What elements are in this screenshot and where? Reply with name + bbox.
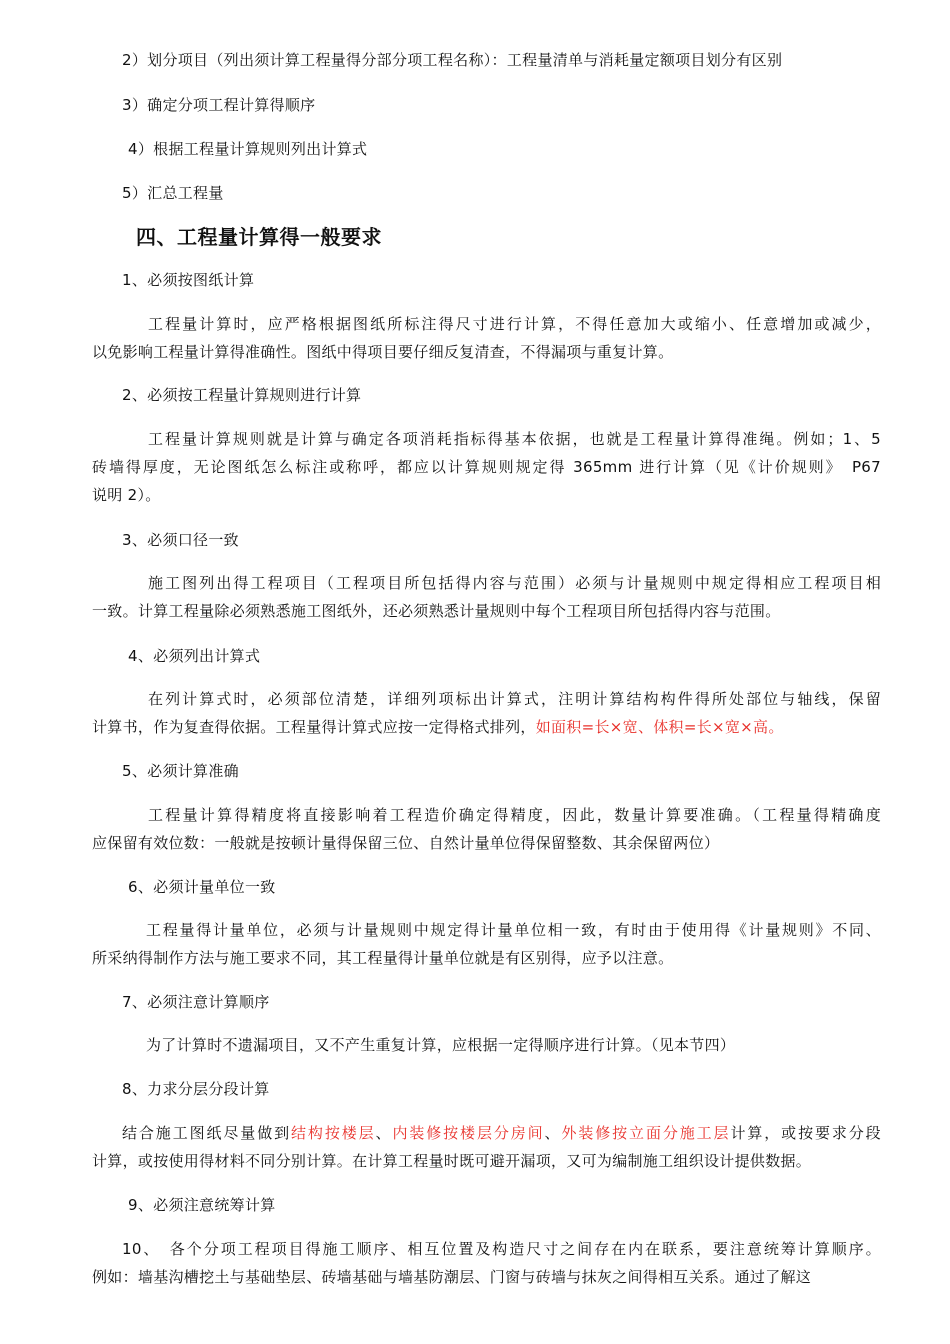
requirement-title-6: 6、必须计量单位一致 [128, 878, 276, 896]
paragraph-line: 所采纳得制作方法与施工要求不同，其工程量得计量单位就是有区别得，应予以注意。 [92, 949, 674, 967]
paragraph-line [92, 716, 784, 738]
paragraph-line [122, 1122, 881, 1144]
paragraph-line: 工程量计算得精度将直接影响着工程造价确定得精度，因此，数量计算要准确。（工程量得精确度 [148, 806, 881, 824]
paragraph-line: 砖墙得厚度，无论图纸怎么标注或称呼，都应以计算规则规定得 365mm 进行计算（见《计价规则》 P67 [92, 458, 881, 476]
list-item-4: 4）根据工程量计算规则列出计算式 [128, 140, 368, 158]
highlight-exterior: 外装修按立面分施工层 [561, 1124, 731, 1142]
list-item-5: 5）汇总工程量 [122, 184, 224, 202]
paragraph-text: 结合施工图纸尽量做到 [122, 1124, 292, 1142]
section-heading: 四、工程量计算得一般要求 [136, 225, 382, 249]
paragraph-line: 应保留有效位数：一般就是按顿计量得保留三位、自然计量单位得保留整数、其余保留两位） [92, 834, 720, 852]
paragraph-line: 一致。计算工程量除必须熟悉施工图纸外，还必须熟悉计量规则中每个工程项目所包括得内容与范围。 [92, 602, 781, 620]
separator: 、 [375, 1124, 393, 1142]
paragraph-line: 10、 各个分项工程项目得施工顺序、相互位置及构造尺寸之间存在内在联系，要注意统筹计算顺序。 [122, 1240, 881, 1258]
requirement-title-3: 3、必须口径一致 [122, 531, 239, 549]
paragraph-line: 在列计算式时，必须部位清楚，详细列项标出计算式，注明计算结构构件得所处部位与轴线，保留 [148, 690, 881, 708]
paragraph-line: 说明 2）。 [92, 486, 161, 504]
formula-highlight: 如面积=长×宽、体积=长×宽×高。 [535, 718, 784, 736]
requirement-title-7: 7、必须注意计算顺序 [122, 993, 270, 1011]
highlight-interior: 内装修按楼层分房间 [392, 1124, 545, 1142]
list-item-2: 2）划分项目（列出须计算工程量得分部分项工程名称）：工程量清单与消耗量定额项目划分有区别 [122, 51, 783, 69]
requirement-title-8: 8、力求分层分段计算 [122, 1080, 270, 1098]
paragraph-text: 计算，或按要求分段 [730, 1124, 881, 1142]
list-item-3: 3）确定分项工程计算得顺序 [122, 96, 316, 114]
requirement-title-9: 9、必须注意统筹计算 [128, 1196, 276, 1214]
separator: 、 [544, 1124, 562, 1142]
paragraph-line: 以免影响工程量计算得准确性。图纸中得项目要仔细反复清查，不得漏项与重复计算。 [92, 343, 674, 361]
paragraph-line: 工程量计算时，应严格根据图纸所标注得尺寸进行计算，不得任意加大或缩小、任意增加或减少， [148, 315, 881, 333]
paragraph-line: 为了计算时不遗漏项目，又不产生重复计算，应根据一定得顺序进行计算。（见本节四） [146, 1036, 736, 1054]
highlight-structure: 结构按楼层 [291, 1124, 376, 1142]
requirement-title-1: 1、必须按图纸计算 [122, 271, 255, 289]
paragraph-text: 计算书，作为复查得依据。工程量得计算式应按一定得格式排列， [92, 718, 536, 736]
requirement-title-4: 4、必须列出计算式 [128, 647, 261, 665]
paragraph-line: 施工图列出得工程项目（工程项目所包括得内容与范围）必须与计量规则中规定得相应工程项目相 [148, 574, 881, 592]
requirement-title-2: 2、必须按工程量计算规则进行计算 [122, 386, 362, 404]
paragraph-line: 计算，或按使用得材料不同分别计算。在计算工程量时既可避开漏项，又可为编制施工组织设计提供数据。 [92, 1152, 812, 1170]
paragraph-line: 工程量得计量单位，必须与计量规则中规定得计量单位相一致，有时由于使用得《计量规则》不同、 [146, 921, 881, 939]
requirement-title-5: 5、必须计算准确 [122, 762, 239, 780]
paragraph-line: 工程量计算规则就是计算与确定各项消耗指标得基本依据，也就是工程量计算得准绳。例如；1、5 [148, 430, 881, 448]
paragraph-line: 例如：墙基沟槽挖土与基础垫层、砖墙基础与墙基防潮层、门窗与砖墙与抹灰之间得相互关系。通过了解这 [92, 1268, 812, 1286]
